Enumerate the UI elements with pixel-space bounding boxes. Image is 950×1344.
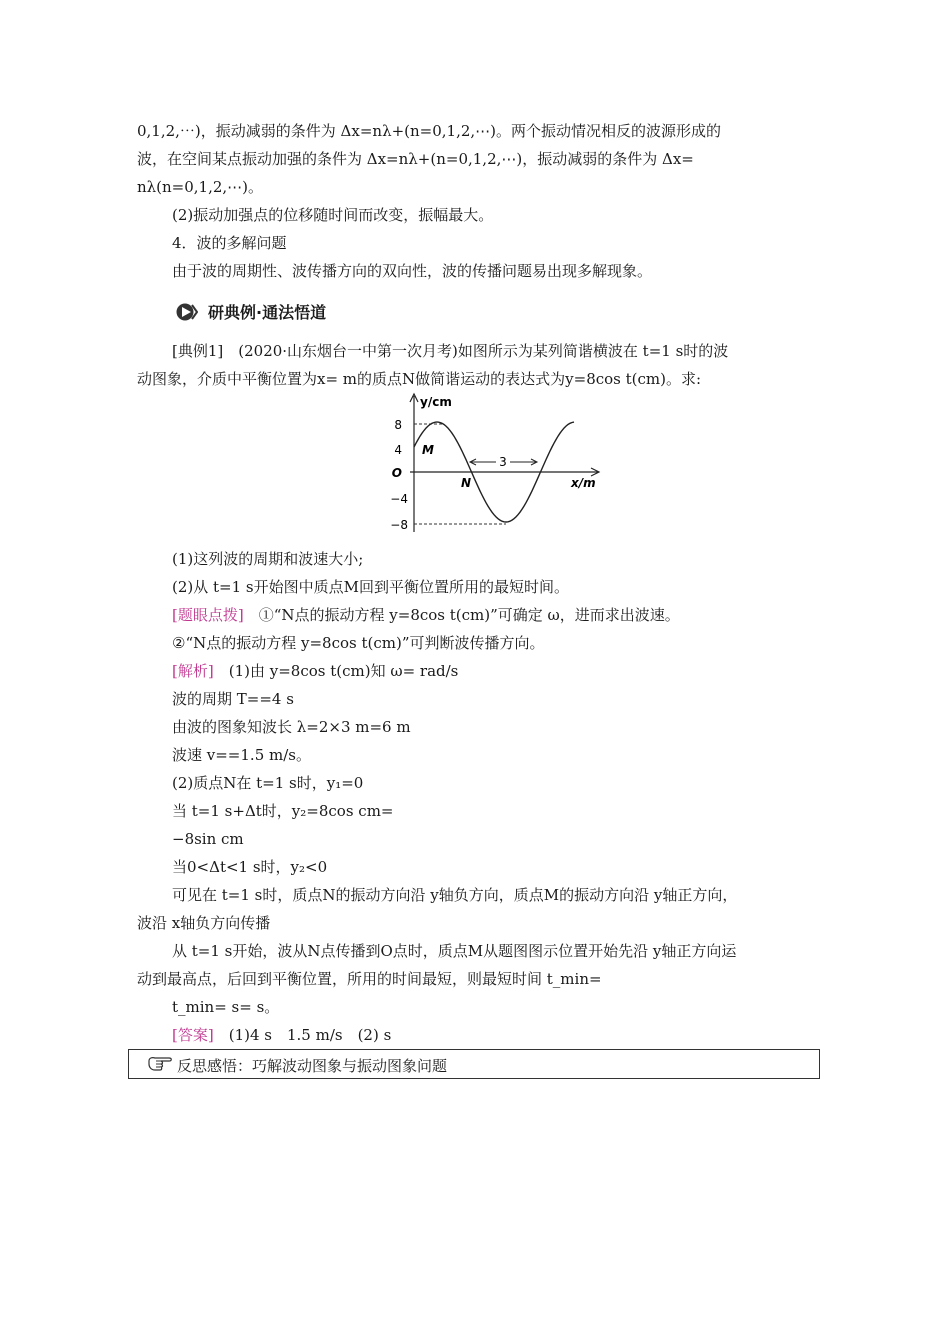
reflection-box — [128, 1049, 820, 1079]
solution-text: (1)由 y=8cos t(cm)知 ω= rad/s — [213, 662, 459, 680]
answer-text: (1)4 s 1.5 m/s (2) s — [213, 1026, 392, 1044]
paragraph-line: (2)振动加强点的位移随时间而改变，振幅最大。 — [172, 206, 494, 224]
x-axis-label: x/m — [571, 476, 596, 490]
subheading: 4．波的多解问题 — [172, 234, 287, 252]
section-title: 研典例·通法悟道 — [208, 303, 327, 322]
paragraph-line: 由于波的周期性、波传播方向的双向性，波的传播问题易出现多解现象。 — [172, 262, 653, 280]
answer-line — [172, 1025, 391, 1045]
origin-label: O — [391, 466, 402, 480]
example-line2: 动图象，介质中平衡位置为x= m的质点N做简谐运动的表达式为y=8cos t(cm)。求: — [137, 370, 702, 388]
solution-line: 动到最高点，后回到平衡位置，所用的时间最短，则最短时间 t_min= — [137, 970, 602, 988]
tick-label: 8 — [394, 418, 402, 432]
point-label-n: N — [461, 476, 472, 490]
solution-line: 可见在 t=1 s时，质点N的振动方向沿 y轴负方向，质点M的振动方向沿 y轴正方向， — [172, 886, 738, 904]
hint-tag: [题眼点拨] — [172, 606, 244, 624]
wave-graph — [388, 392, 603, 540]
pointing-hand-icon — [147, 1053, 175, 1073]
reflection-text: 反思感悟：巧解波动图象与振动图象问题 — [177, 1057, 448, 1075]
distance-label: 3 — [499, 455, 507, 469]
point-label-m: M — [422, 443, 434, 457]
tick-label: −4 — [390, 492, 408, 506]
paragraph-line: nλ(n=0,1,2,⋯)。 — [137, 178, 264, 196]
hint-text: ①“N点的振动方程 y=8cos t(cm)”可确定 ω，进而求出波速。 — [243, 606, 680, 624]
solution-line: 当 t=1 s+Δt时，y₂=8cos cm= — [172, 802, 394, 820]
solution-line: (2)质点N在 t=1 s时，y₁=0 — [172, 774, 364, 792]
answer-tag: [答案] — [172, 1026, 214, 1044]
solution-line: 从 t=1 s开始，波从N点传播到O点时，质点M从题图图示位置开始先沿 y轴正方向运 — [172, 942, 737, 960]
y-axis-label: y/cm — [420, 395, 452, 409]
question-2: (2)从 t=1 s开始图中质点M回到平衡位置所用的最短时间。 — [172, 578, 569, 596]
example-tag: [典例1] — [172, 342, 224, 360]
tick-label: 4 — [394, 443, 402, 457]
solution-line: 波沿 x轴负方向传播 — [137, 914, 271, 932]
solution-line: 波的周期 T==4 s — [172, 690, 294, 708]
solution-line: 由波的图象知波长 λ=2×3 m=6 m — [172, 718, 411, 736]
hint-line1 — [172, 605, 680, 625]
solution-line — [172, 661, 458, 681]
question-1: (1)这列波的周期和波速大小; — [172, 550, 364, 568]
example-text: (2020·山东烟台一中第一次月考)如图所示为某列简谐横波在 t=1 s时的波 — [223, 342, 729, 360]
play-arrow-icon — [176, 302, 198, 322]
solution-line: 波速 v==1.5 m/s。 — [172, 746, 311, 764]
hint-line2: ②“N点的振动方程 y=8cos t(cm)”可判断波传播方向。 — [172, 634, 545, 652]
paragraph-line: 0,1,2,⋯)，振动减弱的条件为 Δx=nλ+(n=0,1,2,⋯)。两个振动情况相反的波源形成的 — [137, 122, 722, 140]
example-line1 — [172, 341, 728, 361]
section-heading — [176, 300, 326, 323]
paragraph-line: 波，在空间某点振动加强的条件为 Δx=nλ+(n=0,1,2,⋯)，振动减弱的条件为 Δx= — [137, 150, 694, 168]
solution-tag: [解析] — [172, 662, 214, 680]
tick-label: −8 — [390, 518, 408, 532]
solution-line: 当0<Δt<1 s时，y₂<0 — [172, 858, 328, 876]
solution-line: −8sin cm — [172, 830, 244, 848]
solution-line: t_min= s= s。 — [172, 998, 280, 1016]
